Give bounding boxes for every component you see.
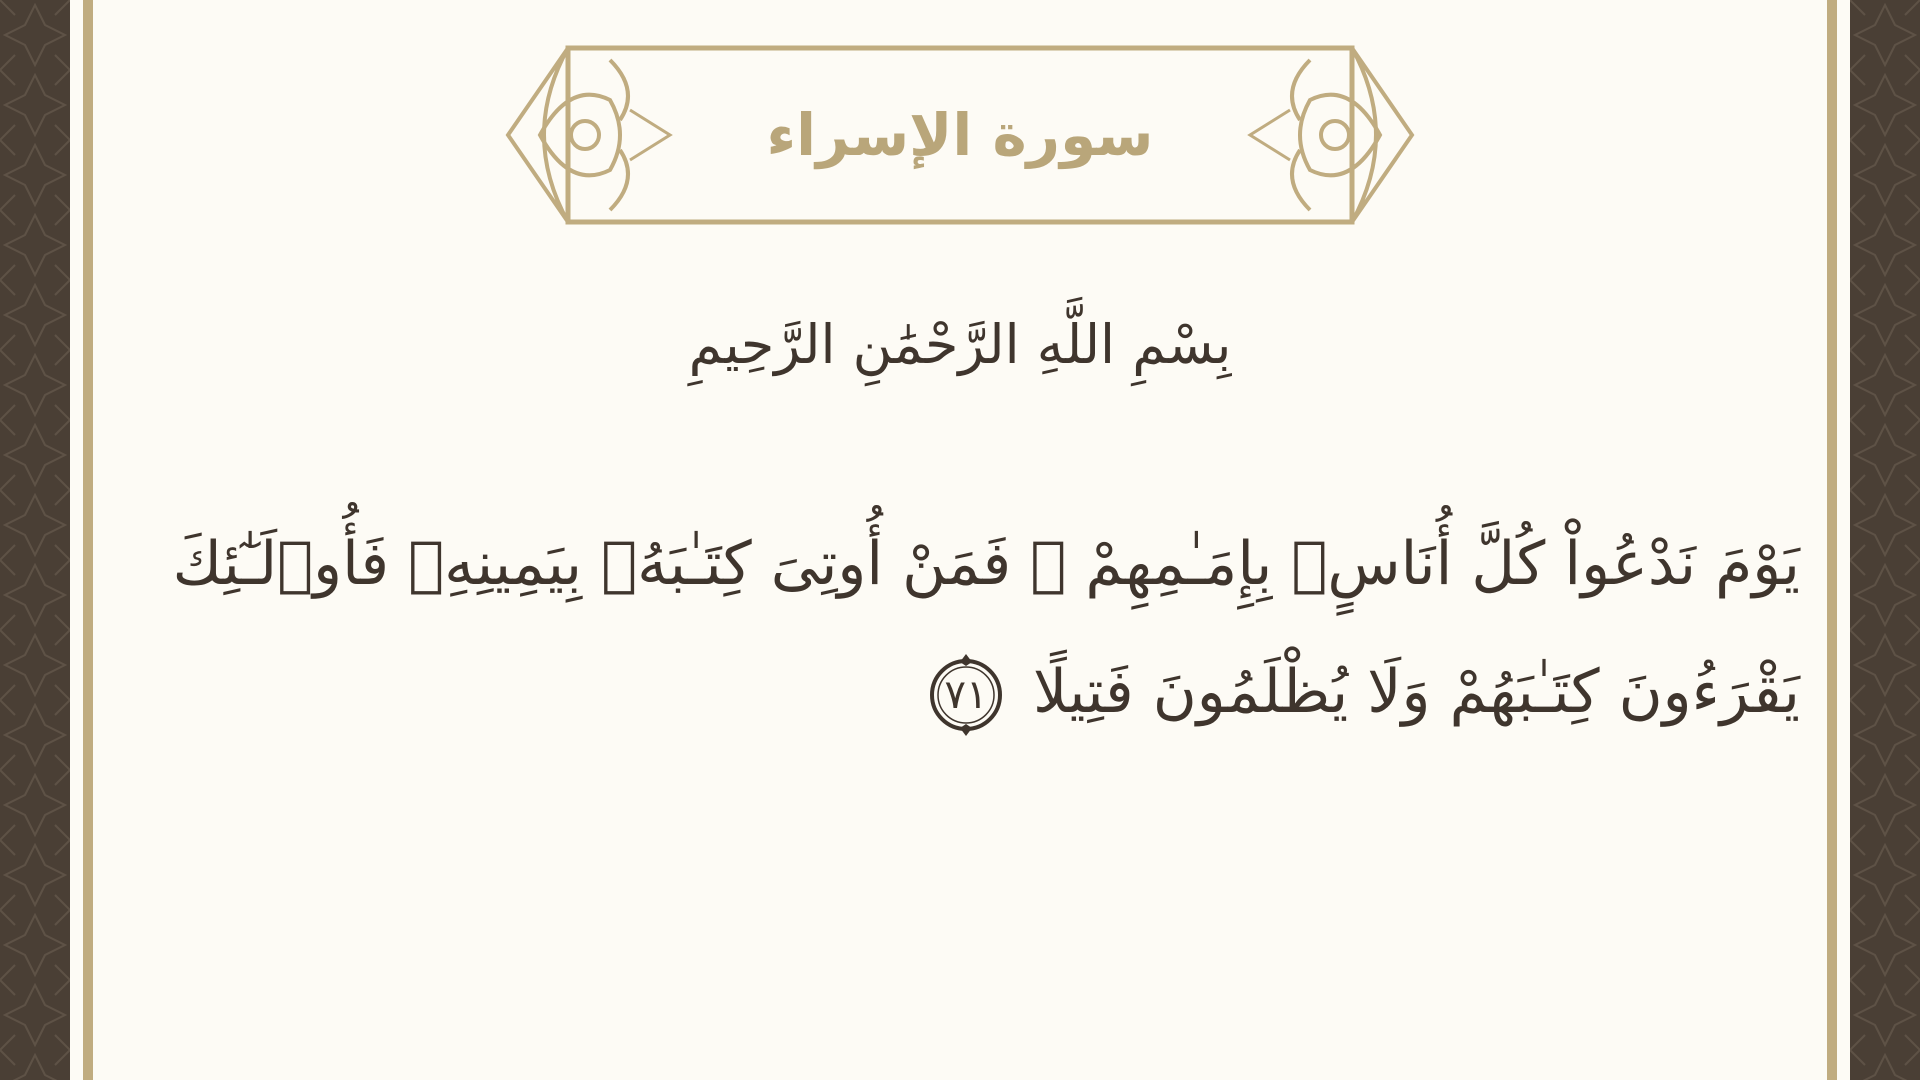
ayah-end-medallion-icon xyxy=(923,652,1009,738)
verse-line-2-text: يَقْرَءُونَ كِتَـٰبَهُمْ وَلَا يُظْلَمُونَ فَتِيلًا xyxy=(1032,657,1800,727)
verse-line-1: يَوْمَ نَدْعُواْ كُلَّ أُنَاسٍۭ بِإِمَـٰمِهِمْ ۖ فَمَنْ أُوتِىَ كِتَـٰبَهُۥ بِيَمِينِهِۦ فَأُو۟لَـٰٓئِكَ xyxy=(172,529,1800,599)
verse-text xyxy=(172,500,1800,756)
ayah-number: ٧١ xyxy=(944,672,988,719)
right-border-pattern xyxy=(1850,0,1920,1080)
basmala: بِسْمِ اللَّهِ الرَّحْمَٰنِ الرَّحِيمِ xyxy=(688,313,1232,376)
right-gold-rule xyxy=(1827,0,1837,1080)
surah-title: سورة الإسراء xyxy=(766,101,1154,169)
verse-line-2 xyxy=(360,628,1800,756)
left-border-pattern xyxy=(0,0,70,1080)
surah-title-cartouche xyxy=(500,40,1420,230)
left-gold-rule xyxy=(83,0,93,1080)
